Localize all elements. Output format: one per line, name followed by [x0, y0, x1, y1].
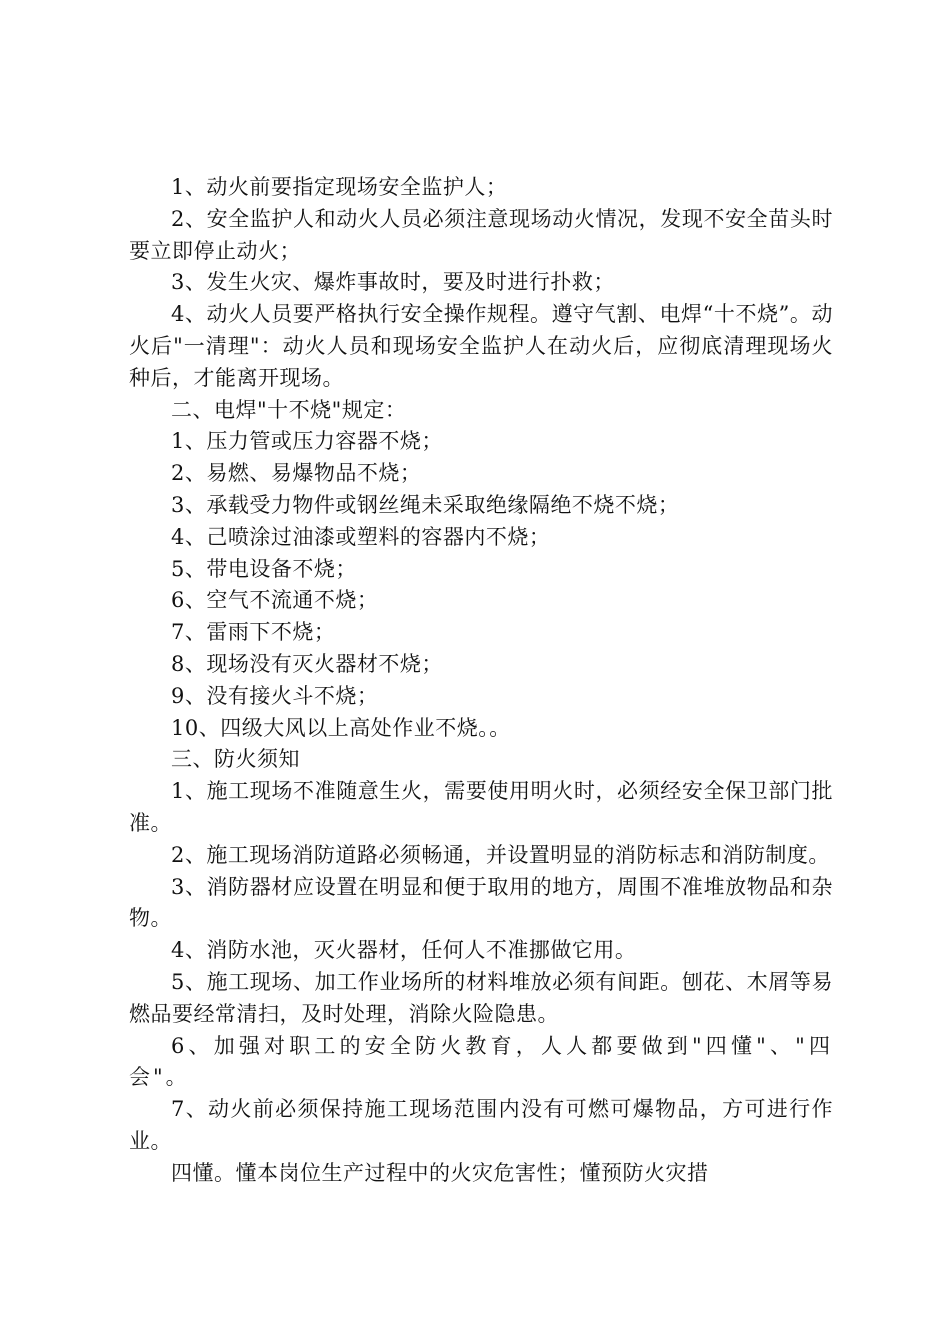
paragraph: 7、动火前必须保持施工现场范围内没有可燃可爆物品，方可进行作业。 — [129, 1097, 833, 1153]
section-heading: 二、电焊"十不烧"规定： — [171, 397, 407, 422]
paragraph: 4、消防水池，灭火器材，任何人不准挪做它用。 — [171, 938, 637, 963]
list-item: 1、压力管或压力容器不烧； — [171, 429, 443, 454]
list-item: 8、现场没有灭火器材不烧； — [171, 651, 443, 676]
list-item: 10、四级大风以上高处作业不烧。。 — [171, 715, 511, 740]
list-item: 3、承载受力物件或钢丝绳未采取绝缘隔绝不烧不烧； — [171, 492, 680, 517]
paragraph: 4、动火人员要严格执行安全操作规程。遵守气割、电焊“十不烧”。动火后"一清理"：动火人员和现场安全监护人在动火后，应彻底清理现场火种后，才能离开现场。 — [129, 302, 833, 390]
list-item: 5、带电设备不烧； — [171, 556, 357, 581]
paragraph: 2、施工现场消防道路必须畅通，并设置明显的消防标志和消防制度。 — [171, 842, 830, 867]
paragraph: 2、安全监护人和动火人员必须注意现场动火情况，发现不安全苗头时要立即停止动火； — [129, 206, 833, 263]
list-item: 9、没有接火斗不烧； — [171, 683, 379, 708]
paragraph: 3、发生火灾、爆炸事故时，要及时进行扑救； — [171, 270, 615, 295]
paragraph: 1、动火前要指定现场安全监护人； — [171, 175, 508, 199]
document-body — [129, 172, 833, 1190]
paragraph: 6、加强对职工的安全防火教育，人人都要做到"四懂"、"四会"。 — [129, 1033, 833, 1090]
list-item: 6、空气不流通不烧； — [171, 588, 379, 613]
paragraph: 5、施工现场、加工作业场所的材料堆放必须有间距。刨花、木屑等易燃品要经常清扫，及时处理，消除火险隐患。 — [129, 969, 833, 1026]
list-item: 7、雷雨下不烧； — [171, 620, 336, 645]
list-item: 2、易燃、易爆物品不烧； — [171, 461, 422, 486]
section-heading: 三、防火须知 — [171, 747, 300, 772]
paragraph: 3、消防器材应设置在明显和便于取用的地方，周围不准堆放物品和杂物。 — [129, 874, 833, 931]
paragraph: 四懂。懂本岗位生产过程中的火灾危害性；懂预防火灾措 — [171, 1160, 709, 1185]
paragraph: 1、施工现场不准随意生火，需要使用明火时，必须经安全保卫部门批准。 — [129, 779, 833, 835]
list-item: 4、己喷涂过油漆或塑料的容器内不烧； — [171, 524, 551, 549]
